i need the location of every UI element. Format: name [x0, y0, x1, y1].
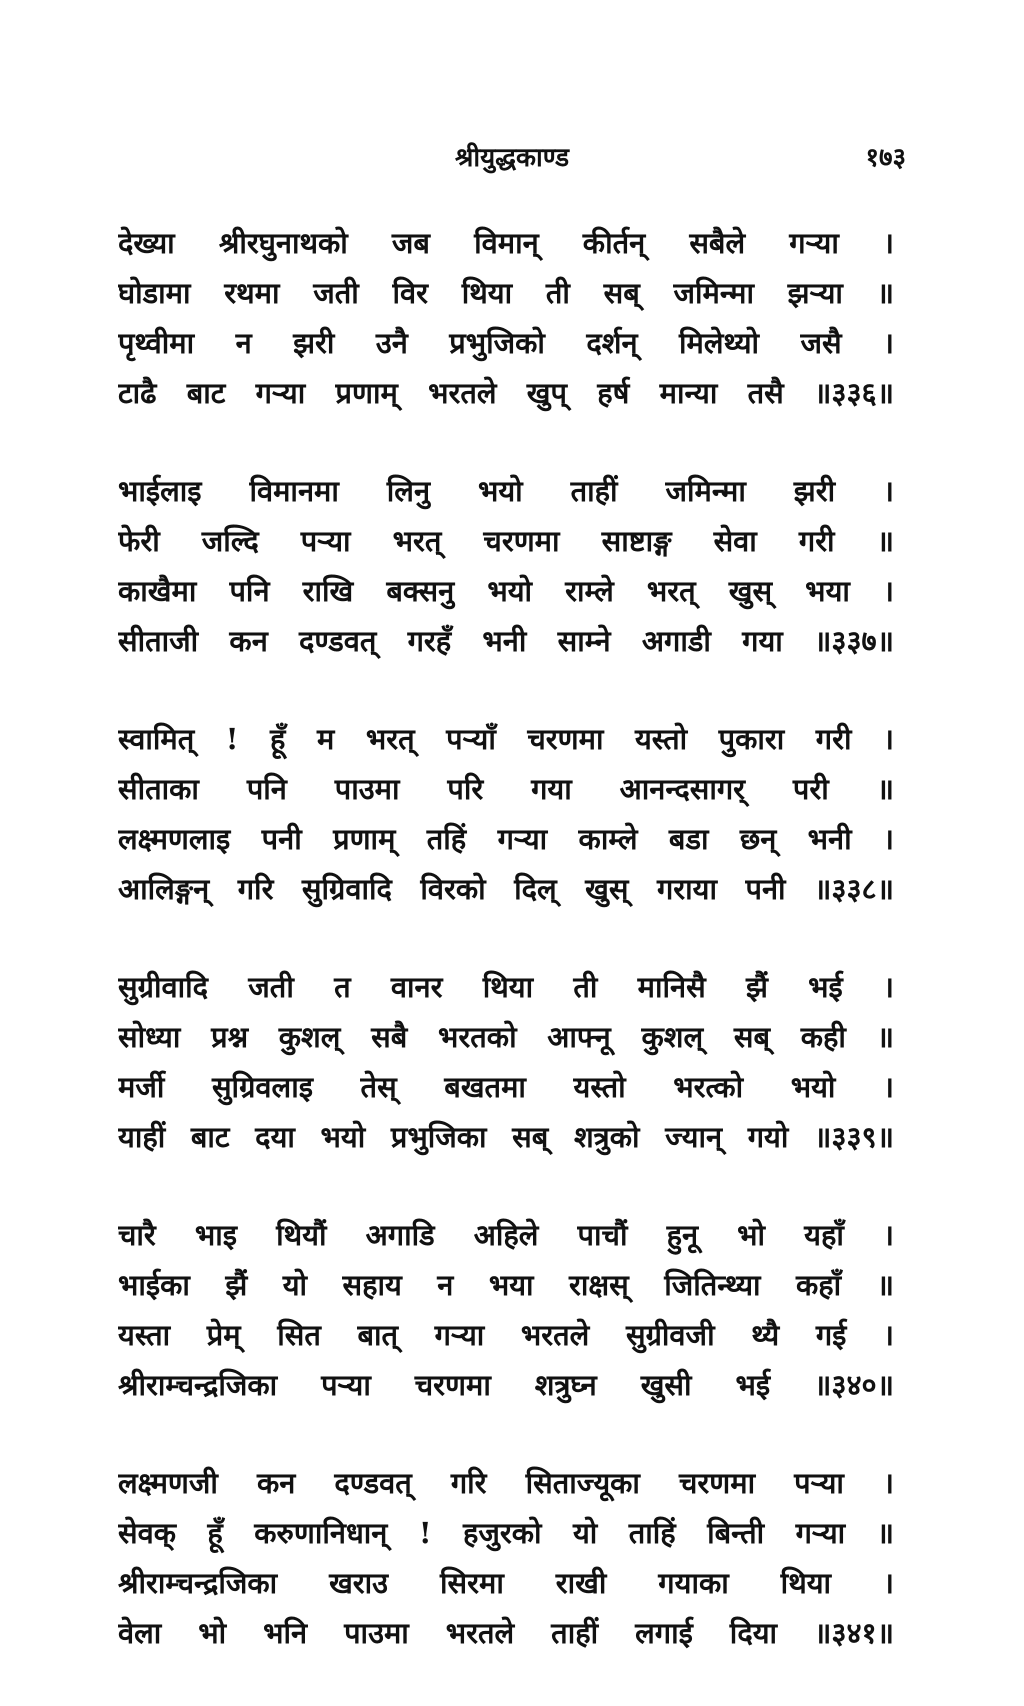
- running-title: श्रीयुद्धकाण्ड: [455, 143, 569, 173]
- verse-line: फेरी जल्दि पऱ्या भरत् चरणमा साष्टाङ्ग सेवा गरी ॥: [118, 524, 894, 558]
- verse-line: मर्जी सुग्रिवलाइ तेस् बखतमा यस्तो भरत्को भयो ।: [118, 1070, 894, 1104]
- stanza-340: [118, 1210, 894, 1410]
- verse-line: लक्ष्मणलाइ पनी प्रणाम् तहिं गऱ्या काम्ले बडा छन् भनी ।: [118, 822, 894, 856]
- verse-line: आलिङ्गन् गरि सुग्रिवादि विरको दिल् खुस् गराया पनी ॥३३८॥: [118, 872, 894, 906]
- verse-line: सीताका पनि पाउमा परि गया आनन्दसागर् परी ॥: [118, 772, 894, 806]
- verse-line: वेला भो भनि पाउमा भरतले ताहीं लगाई दिया ॥३४१॥: [118, 1616, 894, 1650]
- verse-line: चारै भाइ थियौं अगाडि अहिले पाचौं हुनू भो यहाँ ।: [118, 1218, 894, 1252]
- verse-line: पृथ्वीमा न झरी उनै प्रभुजिको दर्शन् मिलेथ्यो जसै ।: [118, 326, 894, 360]
- verse-line: भाईका झैं यो सहाय न भया राक्षस् जितिन्थ्या कहाँ ॥: [118, 1268, 894, 1302]
- stanza-339: [118, 962, 894, 1162]
- verse-line: सीताजी कन दण्डवत् गरहँ भनी साम्ने अगाडी गया ॥३३७॥: [118, 624, 894, 658]
- verse-line: सुग्रीवादि जती त वानर थिया ती मानिसै झैं भई ।: [118, 970, 894, 1004]
- verse-line: श्रीराम्चन्द्रजिका खराउ सिरमा राखी गयाका थिया ।: [118, 1566, 894, 1600]
- verse-line: भाईलाइ विमानमा लिनु भयो ताहीं जमिन्मा झरी ।: [118, 474, 894, 508]
- verse-block: [118, 218, 894, 1706]
- verse-line: काखैमा पनि राखि बक्सनु भयो राम्ले भरत् खुस् भया ।: [118, 574, 894, 608]
- verse-line: लक्ष्मणजी कन दण्डवत् गरि सिताज्यूका चरणमा पऱ्या ।: [118, 1466, 894, 1500]
- verse-line: घोडामा रथमा जती विर थिया ती सब् जमिन्मा झऱ्या ॥: [118, 276, 894, 310]
- stanza-338: [118, 714, 894, 914]
- stanza-341: [118, 1458, 894, 1658]
- stanza-337: [118, 466, 894, 666]
- verse-line: सोध्या प्रश्न कुशल् सबै भरतको आफ्नू कुशल् सब् कही ॥: [118, 1020, 894, 1054]
- verse-line: सेवक् हूँ करुणानिधान् ! हजुरको यो ताहिं बिन्ती गऱ्या ॥: [118, 1516, 894, 1550]
- verse-line: याहीं बाट दया भयो प्रभुजिका सब् शत्रुको ज्यान् गयो ॥३३९॥: [118, 1120, 894, 1154]
- verse-line: श्रीराम्चन्द्रजिका पऱ्या चरणमा शत्रुघ्न खुसी भई ॥३४०॥: [118, 1368, 894, 1402]
- verse-line: टाढै बाट गऱ्या प्रणाम् भरतले खुप् हर्ष मान्या तसै ॥३३६॥: [118, 376, 894, 410]
- verse-line: स्वामित् ! हूँ म भरत् पऱ्याँ चरणमा यस्तो पुकारा गरी ।: [118, 722, 894, 756]
- page-number: १७३: [865, 143, 906, 173]
- stanza-336: [118, 218, 894, 418]
- verse-line: यस्ता प्रेम् सित बात् गऱ्या भरतले सुग्रीवजी थ्यै गई ।: [118, 1318, 894, 1352]
- verse-line: देख्या श्रीरघुनाथको जब विमान् कीर्तन् सबैले गऱ्या ।: [118, 226, 894, 260]
